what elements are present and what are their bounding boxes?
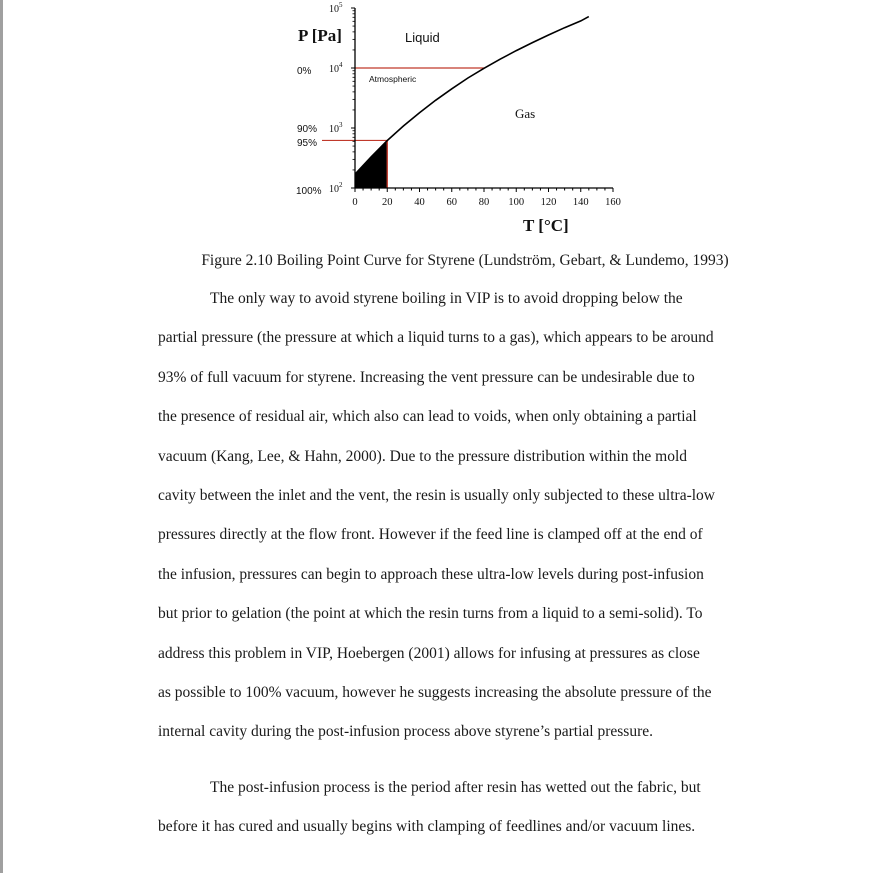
y-tick-label <box>329 1 343 15</box>
text-line: cavity between the inlet and the vent, the resin is usually only subjected to these ultra-low <box>158 486 715 504</box>
x-tick-label: 60 <box>446 197 457 208</box>
text-line: vacuum (Kang, Lee, & Hahn, 2000). Due to the pressure distribution within the mold <box>158 447 688 465</box>
y-tick-base: 10 <box>329 184 339 195</box>
reference-label-atmospheric: Atmospheric <box>369 74 417 84</box>
figure-caption: Figure 2.10 Boiling Point Curve for Styrene (Lundström, Gebart, & Lundemo, 1993) <box>201 252 729 269</box>
vacuum-label-95: 95% <box>297 138 318 149</box>
text-line: pressures directly at the flow front. However if the feed line is clamped off at the end of <box>158 526 703 544</box>
region-label-gas: Gas <box>515 106 536 121</box>
text-line: The only way to avoid styrene boiling in VIP is to avoid dropping below the <box>210 290 683 307</box>
y-tick-base: 10 <box>329 124 339 135</box>
text-line: before it has cured and usually begins with clamping of feedlines and/or vacuum lines. <box>158 818 696 836</box>
x-tick-label: 20 <box>382 197 393 208</box>
x-axis-label: T [°C] <box>523 216 569 235</box>
y-tick-exponent: 5 <box>339 1 343 9</box>
x-tick-label: 40 <box>414 197 425 208</box>
x-tick-label: 80 <box>478 197 490 208</box>
x-tick-label: 140 <box>572 197 589 208</box>
x-tick-label: 120 <box>540 197 557 208</box>
y-axis-label: P [Pa] <box>298 26 342 45</box>
shaded-region <box>355 140 387 188</box>
x-tick-label: 0 <box>352 197 358 208</box>
paragraph-2 <box>158 768 778 847</box>
vacuum-label-100: 100% <box>296 186 322 197</box>
text-line: internal cavity during the post-infusion process above styrene’s partial pressure. <box>158 723 654 741</box>
plot-layer <box>322 1 621 208</box>
x-tick-label: 160 <box>605 197 621 208</box>
vacuum-label-90: 90% <box>297 124 318 135</box>
x-tick-label: 100 <box>508 197 525 208</box>
text-line: as possible to 100% vacuum, however he suggests increasing the absolute pressure of the <box>158 683 712 701</box>
region-label-liquid: Liquid <box>405 30 440 45</box>
boiling-curve-line <box>355 17 589 175</box>
paragraph-1 <box>158 279 778 752</box>
y-tick-label <box>329 61 343 75</box>
text-line: The post-infusion process is the period after resin has wetted out the fabric, but <box>210 779 701 796</box>
y-tick-exponent: 4 <box>339 61 343 69</box>
text-line: but prior to gelation (the point at which the resin turns from a liquid to a semi-solid). To <box>158 605 703 623</box>
y-tick-base: 10 <box>329 4 339 15</box>
y-tick-label <box>329 121 343 135</box>
y-tick-exponent: 3 <box>339 121 343 129</box>
text-line: the presence of residual air, which also can lead to voids, when only obtaining a partial <box>158 408 697 426</box>
text-line: address this problem in VIP, Hoebergen (2001) allows for infusing at pressures as close <box>158 644 700 662</box>
text-line: the infusion, pressures can begin to approach these ultra-low levels during post-infusion <box>158 565 704 583</box>
y-tick-exponent: 2 <box>339 181 343 189</box>
boiling-point-chart <box>0 0 875 240</box>
y-tick-label <box>329 181 343 195</box>
vacuum-label-0: 0% <box>297 66 312 77</box>
text-line: partial pressure (the pressure at which a liquid turns to a gas), which appears to be around <box>158 329 714 347</box>
text-line: 93% of full vacuum for styrene. Increasing the vent pressure can be undesirable due to <box>158 368 695 386</box>
y-tick-base: 10 <box>329 64 339 75</box>
